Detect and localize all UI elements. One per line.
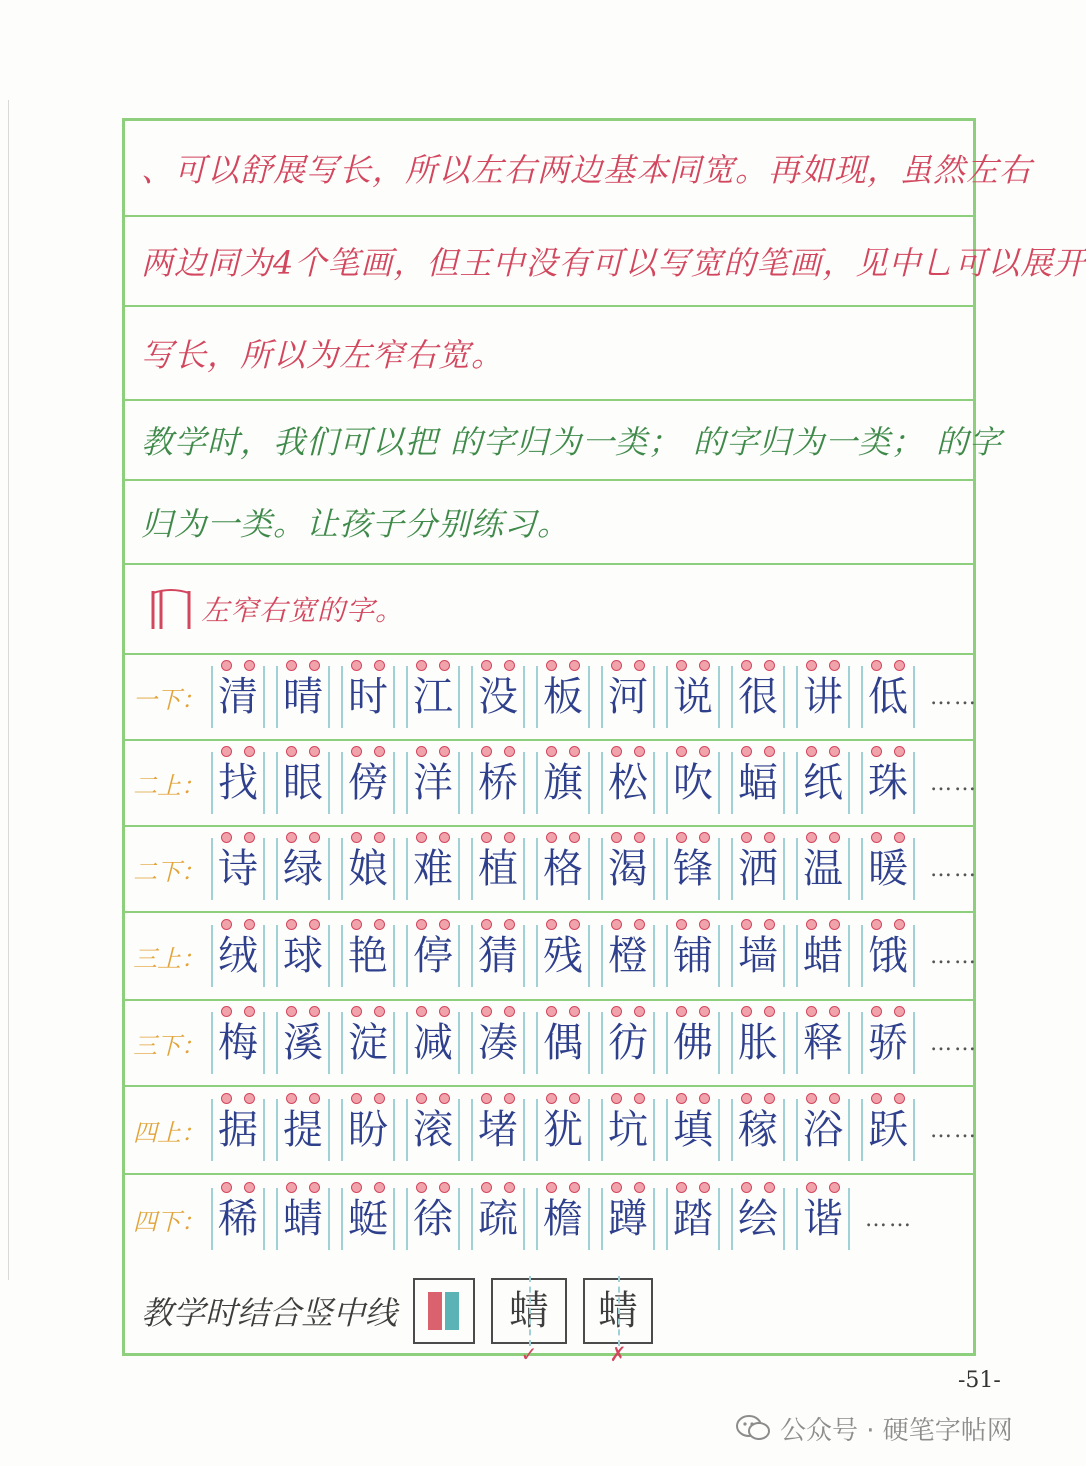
practice-character: 傍 <box>341 752 395 814</box>
practice-character: 提 <box>276 1099 330 1161</box>
practice-character: 疏 <box>471 1188 525 1250</box>
practice-character: 填 <box>666 1099 720 1161</box>
practice-character: 晴 <box>276 666 330 728</box>
practice-character: 格 <box>536 838 590 900</box>
text-line-2-content: 两边同为4个笔画，但王中没有可以写宽的笔画，见中乚可以展开 <box>141 244 1086 282</box>
wechat-icon <box>736 1414 770 1442</box>
practice-character: 溪 <box>276 1012 330 1074</box>
practice-character: 吹 <box>666 752 720 814</box>
practice-character: 绿 <box>276 838 330 900</box>
practice-character: 猜 <box>471 925 525 987</box>
continuation-dots: …… <box>930 684 978 710</box>
practice-character: 凑 <box>471 1012 525 1074</box>
practice-character: 胀 <box>731 1012 785 1074</box>
continuation-dots: …… <box>930 856 978 882</box>
center-vertical-line <box>529 1276 531 1346</box>
practice-character: 江 <box>406 666 460 728</box>
grade-label: 二上： <box>133 771 205 800</box>
practice-character: 球 <box>276 925 330 987</box>
practice-character: 据 <box>211 1099 265 1161</box>
practice-character: 温 <box>796 838 850 900</box>
grade-row <box>125 741 978 827</box>
practice-character: 释 <box>796 1012 850 1074</box>
practice-character: 稀 <box>211 1188 265 1250</box>
watermark-text: 公众号 · 硬笔字帖网 <box>780 1415 1013 1446</box>
practice-character: 纸 <box>796 752 850 814</box>
practice-character: 暖 <box>861 838 915 900</box>
practice-character: 找 <box>211 752 265 814</box>
practice-character: 松 <box>601 752 655 814</box>
practice-character: 偶 <box>536 1012 590 1074</box>
continuation-dots: …… <box>930 943 978 969</box>
text-line-1-content: 、可以舒展写长，所以左右两边基本同宽。再如现，虽然左右 <box>141 151 1033 189</box>
watermark <box>736 1408 1013 1448</box>
practice-character: 诗 <box>211 838 265 900</box>
grade-label: 四下： <box>133 1207 205 1236</box>
practice-character: 低 <box>861 666 915 728</box>
character-group <box>211 1188 861 1250</box>
practice-character: 时 <box>341 666 395 728</box>
practice-character: 蝠 <box>731 752 785 814</box>
continuation-dots: …… <box>930 1030 978 1056</box>
practice-character: 植 <box>471 838 525 900</box>
practice-character: 洒 <box>731 838 785 900</box>
practice-character: 佛 <box>666 1012 720 1074</box>
example-correct-box <box>491 1278 567 1366</box>
practice-character: 堵 <box>471 1099 525 1161</box>
practice-character: 坑 <box>601 1099 655 1161</box>
practice-character: 徐 <box>406 1188 460 1250</box>
practice-character: 谐 <box>796 1188 850 1250</box>
continuation-dots: …… <box>865 1206 913 1232</box>
practice-character: 锋 <box>666 838 720 900</box>
practice-character: 稼 <box>731 1099 785 1161</box>
cross-mark-icon: ✗ <box>609 1342 627 1366</box>
practice-character: 蜡 <box>796 925 850 987</box>
text-line-5-content: 归为一类。让孩子分别练习。 <box>141 505 571 543</box>
practice-character: 饿 <box>861 925 915 987</box>
practice-character: 蜻 <box>276 1188 330 1250</box>
worksheet-frame <box>122 118 1086 1366</box>
practice-character: 眼 <box>276 752 330 814</box>
practice-character: 难 <box>406 838 460 900</box>
character-group <box>211 1099 926 1161</box>
practice-character: 没 <box>471 666 525 728</box>
practice-character: 墙 <box>731 925 785 987</box>
grade-label: 三下： <box>133 1031 205 1060</box>
left-part-bar <box>428 1292 442 1330</box>
practice-character: 绘 <box>731 1188 785 1250</box>
practice-character: 盼 <box>341 1099 395 1161</box>
practice-character: 说 <box>666 666 720 728</box>
character-group <box>211 838 926 900</box>
section-heading-row <box>125 565 973 655</box>
practice-character: 残 <box>536 925 590 987</box>
practice-character: 渴 <box>601 838 655 900</box>
grade-row <box>125 827 978 913</box>
practice-character: 板 <box>536 666 590 728</box>
grade-label: 三上： <box>133 944 205 973</box>
character-group <box>211 666 926 728</box>
text-line-5 <box>125 481 973 565</box>
two-part-width-diagram <box>413 1278 475 1344</box>
practice-character: 艳 <box>341 925 395 987</box>
page-edge-line <box>8 100 9 1280</box>
bottom-note-label: 教学时结合竖中线 <box>141 1294 398 1332</box>
bottom-note-row <box>125 1263 973 1366</box>
practice-character: 洋 <box>406 752 460 814</box>
continuation-dots: …… <box>930 1117 978 1143</box>
practice-character: 清 <box>211 666 265 728</box>
practice-character: 绒 <box>211 925 265 987</box>
continuation-dots: …… <box>930 770 978 796</box>
character-group <box>211 925 926 987</box>
practice-character: 跃 <box>861 1099 915 1161</box>
practice-character: 珠 <box>861 752 915 814</box>
right-part-bar <box>445 1292 459 1330</box>
practice-character: 犹 <box>536 1099 590 1161</box>
practice-character: 蜓 <box>341 1188 395 1250</box>
practice-character: 娘 <box>341 838 395 900</box>
text-line-4-part-d: 的字 <box>936 423 1003 461</box>
practice-character: 踏 <box>666 1188 720 1250</box>
practice-character: 铺 <box>666 925 720 987</box>
grade-row <box>125 1001 978 1087</box>
grade-row <box>125 1087 978 1175</box>
practice-character: 浴 <box>796 1099 850 1161</box>
text-line-4-part-a: 教学时，我们可以把 <box>141 423 439 461</box>
practice-character: 旗 <box>536 752 590 814</box>
character-group <box>211 1012 926 1074</box>
text-line-4-part-c: 的字归为一类； <box>693 423 925 461</box>
narrow-left-structure-icon <box>147 587 195 631</box>
grade-label: 一下： <box>133 685 205 714</box>
practice-character: 停 <box>406 925 460 987</box>
text-line-4 <box>125 401 1003 481</box>
practice-character: 梅 <box>211 1012 265 1074</box>
grade-row <box>125 655 978 741</box>
text-line-2 <box>125 217 1086 307</box>
example-correct-char: 蜻 <box>509 1288 550 1334</box>
practice-character: 骄 <box>861 1012 915 1074</box>
text-line-3 <box>125 307 973 401</box>
character-group <box>211 752 926 814</box>
practice-character: 河 <box>601 666 655 728</box>
text-line-1 <box>125 121 1033 217</box>
example-wrong-box <box>583 1278 653 1366</box>
grade-row <box>125 1175 973 1263</box>
example-wrong-char: 蜻 <box>598 1288 639 1334</box>
section-heading: 左窄右宽的字。 <box>201 594 405 627</box>
text-line-3-content: 写长，所以为左窄右宽。 <box>141 336 505 374</box>
center-vertical-line <box>618 1276 620 1346</box>
practice-character: 檐 <box>536 1188 590 1250</box>
practice-character: 桥 <box>471 752 525 814</box>
practice-character: 淀 <box>341 1012 395 1074</box>
practice-character: 讲 <box>796 666 850 728</box>
practice-character: 彷 <box>601 1012 655 1074</box>
grade-label: 四上： <box>133 1118 205 1147</box>
practice-character: 蹲 <box>601 1188 655 1250</box>
practice-character: 很 <box>731 666 785 728</box>
grade-label: 二下： <box>133 857 205 886</box>
practice-character: 减 <box>406 1012 460 1074</box>
text-line-4-part-b: 的字归为一类； <box>450 423 682 461</box>
page-number: -51- <box>958 1368 1001 1393</box>
grade-row <box>125 913 978 1001</box>
practice-character: 橙 <box>601 925 655 987</box>
practice-character: 滚 <box>406 1099 460 1161</box>
check-mark-icon: ✓ <box>520 1342 538 1366</box>
